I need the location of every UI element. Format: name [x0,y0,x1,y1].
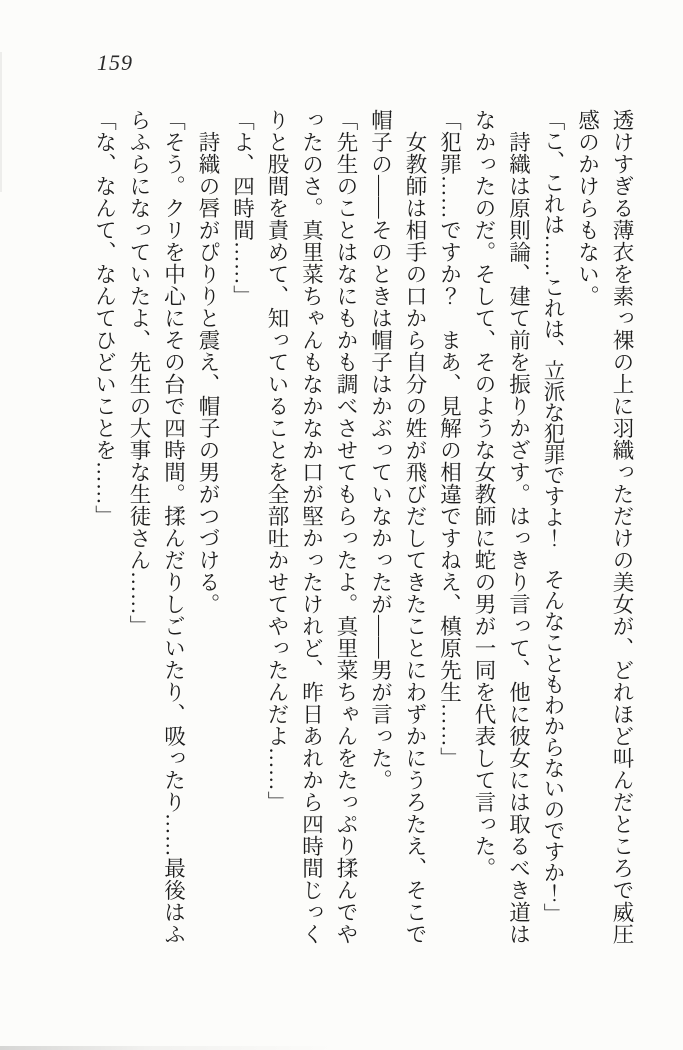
paragraph-7: 「よ、四時間……」 [230,109,255,307]
scan-edge-artifact [0,52,2,192]
paragraph-9: 「そう。クリを中心にその台で四時間。揉んだりしごいたり、吸ったり……最後はふらふらになっていたよ、先生の大事な生徒さん……」 [127,109,186,945]
paragraph-1: 透けすぎる薄衣を素っ裸の上に羽織っただけの美女が、どれほど叫んだところで威圧感のかけらもない。 [575,109,634,945]
paragraph-3: 詩織は原則論、建て前を振りかざす。はっきり言って、他に彼女には取るべき道はなかったのだ。そして、そのような女教師に蛇の男が一同を代表して言った。 [472,109,531,945]
paragraph-6: 「先生のことはなにもかも調べさせてもらったよ。真里菜ちゃんをたっぷり揉んでやったのさ。真里菜ちゃんもなかなか口が堅かったけれど、昨日あれから四時間じっくりと股間を責めて、知っていることを全部吐かせてやったんだよ……」 [265,109,358,945]
page-number: 159 [97,50,133,75]
paragraph-10: 「な、なんて、なんてひどいことを……」 [92,109,117,527]
text-body [87,109,639,947]
scan-bottom-artifact [0,1046,420,1050]
paragraph-4: 「犯罪……ですか？ まあ、見解の相違ですねえ、槙原先生……」 [437,109,462,769]
paragraph-5: 女教師は相手の口から自分の姓が飛びだしてきたことにわずかにうろたえ、そこで帽子の――そのときは帽子はかぶっていなかったが――男が言った。 [368,109,427,945]
paragraph-2: 「こ、これは……これは、立派な犯罪ですよ！ そんなこともわからないのですか！」 [541,109,565,925]
paragraph-8: 詩織の唇がぴりりと震え、帽子の男がつづける。 [196,130,220,615]
